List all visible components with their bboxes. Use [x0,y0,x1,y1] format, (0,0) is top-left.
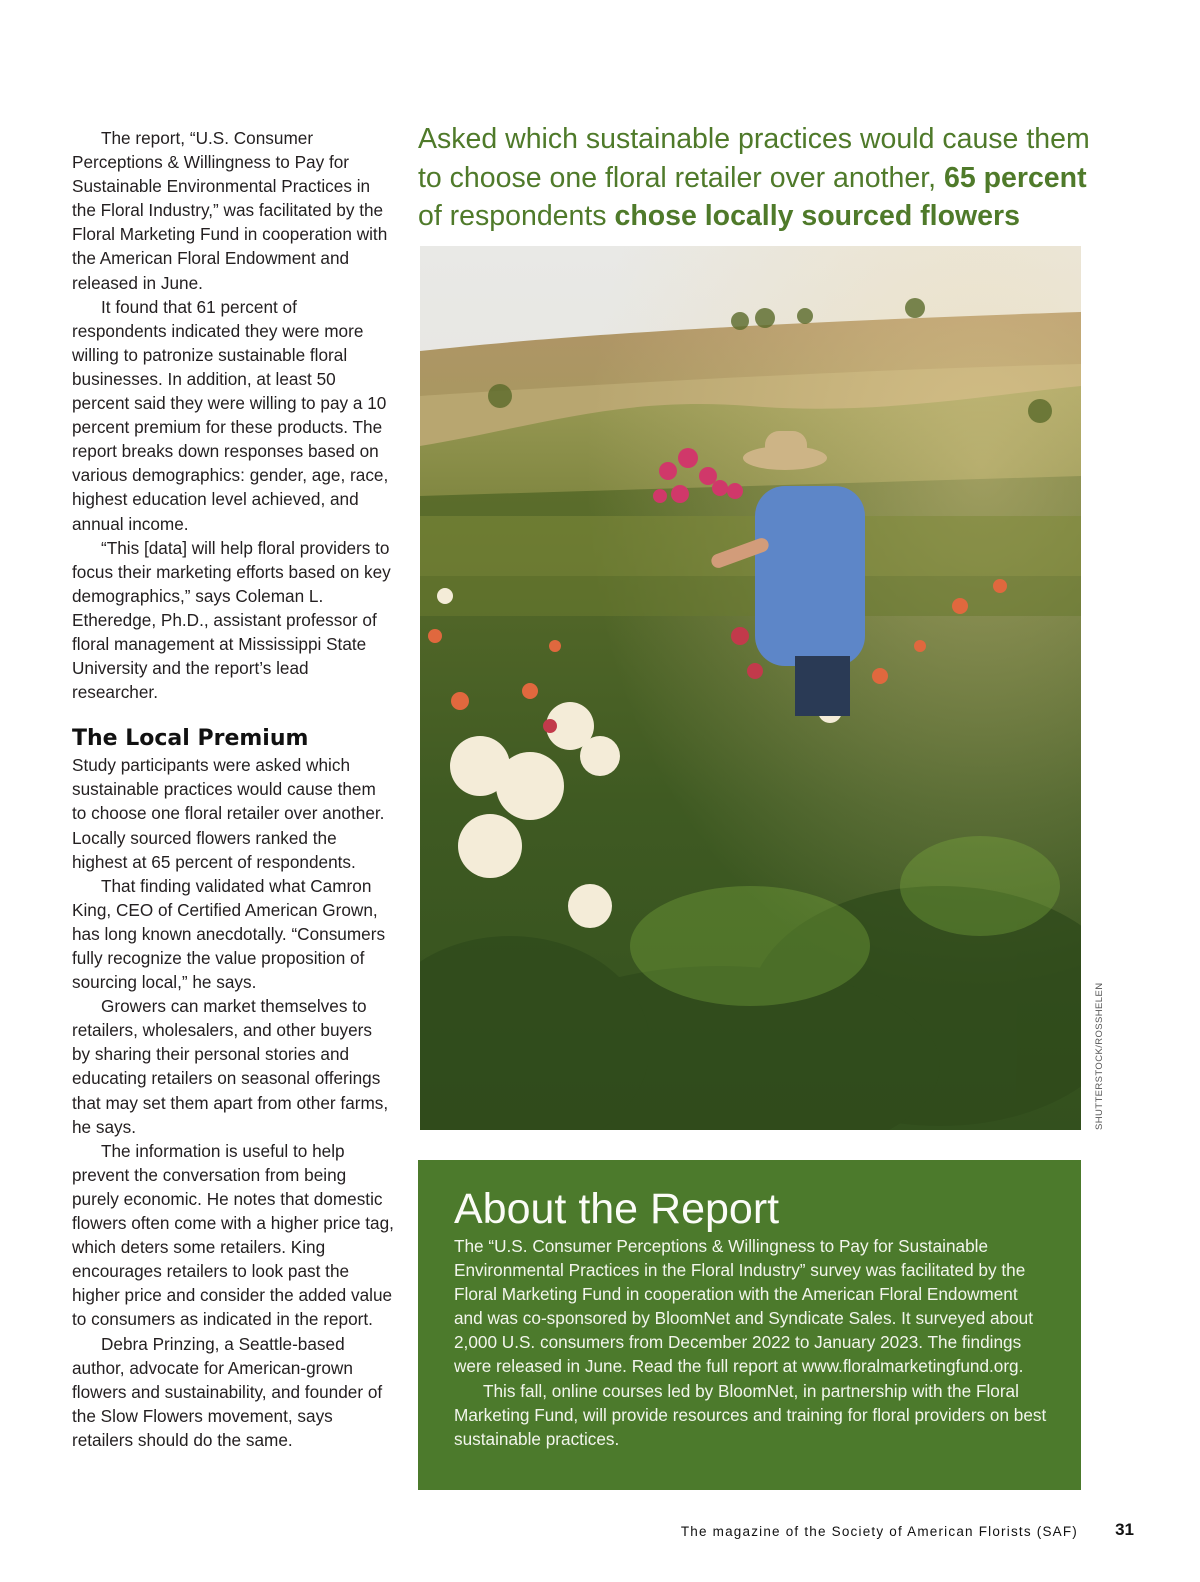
article-paragraph: That finding validated what Camron King, CEO of Certified American Grown, has long known anecdotally. “Consumers fully recognize the value proposition of sourcing local,” he says. [72,875,386,993]
pull-quote-text: of respondents [418,200,615,232]
article-paragraph: “This [data] will help floral providers to focus their marketing efforts based on key demographics,” says Coleman L. Etheredge, Ph.D., assistant professor of floral management at Mississippi State University and the report’s lead researcher. [72,537,391,703]
pull-quote-highlight: 65 percent [943,161,1087,194]
box-title: About the Report [454,1185,780,1233]
article-paragraph: It found that 61 percent of respondents indicated they were more willing to patronize sustainable floral businesses. In addition, at least 50 percent said they were willing to pay a 10 percent premium for these products. The report breaks down responses based on various demographics: gender, age, race, highest education level achieved, and annual income. [72,296,389,534]
article-paragraph: The report, “U.S. Consumer Perceptions & Willingness to Pay for Sustainable Environmental Practices in the Floral Industry,” was facilitated by the Floral Marketing Fund in cooperation with the American Floral Endowment and released in June. [72,128,388,293]
pull-quote [418,120,1098,236]
pull-quote-text: Asked which sustainable practices would cause them to choose one floral retailer over another, [418,123,1090,194]
article-paragraph: Growers can market themselves to retailers, wholesalers, and other buyers by sharing their personal stories and educating retailers on seasonal offerings that may set them apart from other farms, he says. [72,996,389,1137]
section-heading: The Local Premium [72,726,309,752]
box-paragraph: This fall, online courses led by BloomNet, in partnership with the Floral Marketing Fund, will provide resources and training for floral providers on best sustainable practices. [454,1380,1047,1449]
article-paragraph: The information is useful to help prevent the conversation from being purely economic. He notes that domestic flowers often come with a higher price tag, which deters some retailers. King encourages retailers to look past the higher price and consider the added value to consumers as indicated in the report. [72,1140,394,1330]
footer-text: The magazine of the Society of American Florists (SAF) [680,1524,1078,1539]
flower-field-photo [420,246,1081,1130]
about-report-box [418,1160,1081,1490]
article-paragraph: Study participants were asked which sustainable practices would cause them to choose one floral retailer over another. Locally sourced flowers ranked the highest at 65 percent of respondents. [72,755,385,872]
photo-credit: SHUTTERSTOCK/ROSSHELEN [1094,982,1105,1130]
page-number: 31 [1115,1520,1134,1539]
article-column [72,126,394,1452]
pull-quote-highlight: chose locally sourced flowers [614,200,1020,232]
article-paragraph: Debra Prinzing, a Seattle-based author, advocate for American-grown flowers and sustainability, and founder of the Slow Flowers movement, says retailers should do the same. [72,1333,383,1450]
box-paragraph: The “U.S. Consumer Perceptions & Willingness to Pay for Sustainable Environmental Practices in the Floral Industry” survey was facilitated by the Floral Marketing Fund in cooperation with the American Floral Endowment and was co-sponsored by BloomNet and Syndicate Sales. It surveyed about 2,000 U.S. consumers from December 2022 to January 2023. The findings were released in June. Read the full report at www.floralmarketingfund.org. [454,1236,1033,1377]
